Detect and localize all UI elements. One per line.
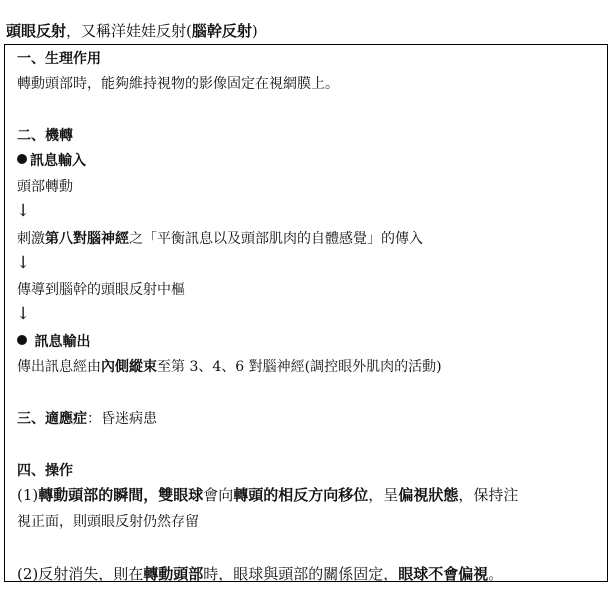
step-stimulus-bold: 第八對腦神經 bbox=[45, 231, 129, 247]
op1-text-a: 會向 bbox=[203, 486, 234, 504]
title-close: ) bbox=[251, 22, 258, 40]
op2-text-a: (2)反射消失，則在 bbox=[17, 565, 144, 583]
op1-bold-a: 轉動頭部的瞬間，雙眼球 bbox=[38, 486, 204, 504]
down-arrow-icon: ↓ bbox=[16, 201, 31, 221]
section-3-heading-rest: ：昏迷病患 bbox=[87, 411, 157, 427]
step-output-c: 至第 3、4、6 對腦神經(調控眼外肌肉的活動) bbox=[157, 359, 442, 375]
op1-num: (1) bbox=[17, 486, 39, 504]
op2-text-c: 。 bbox=[488, 565, 504, 583]
title-bold-1: 頭眼反射 bbox=[6, 22, 67, 40]
section-2-heading bbox=[17, 126, 73, 146]
section-1-body: 轉動頭部時，能夠維持視物的影像固定在視網膜上。 bbox=[17, 76, 339, 92]
title-bold-2: 腦幹反射 bbox=[191, 22, 252, 40]
operation-step-1 bbox=[17, 485, 518, 505]
section-2-heading-text: 二、機轉 bbox=[17, 128, 73, 144]
op2-text-b: 時，眼球與頭部的關係固定， bbox=[203, 565, 399, 583]
output-label-row bbox=[17, 332, 90, 352]
section-1-heading-text: 一、生理作用 bbox=[17, 51, 101, 67]
title-normal: ，又稱洋娃娃反射( bbox=[66, 22, 192, 40]
section-4-heading bbox=[17, 461, 73, 481]
op1-bold-b: 轉頭的相反方向移位 bbox=[233, 486, 369, 504]
op1-text-c: ，保持注 bbox=[458, 486, 519, 504]
step-head-turn: 頭部轉動 bbox=[17, 179, 73, 195]
bullet-icon bbox=[17, 335, 27, 345]
input-label: 訊息輸入 bbox=[30, 153, 86, 169]
down-arrow-icon: ↓ bbox=[16, 304, 31, 324]
step-output-bold: 內側縱束 bbox=[101, 359, 157, 375]
op2-bold-b: 眼球不會偏視 bbox=[398, 565, 489, 583]
step-output-a: 傳出訊息經由 bbox=[17, 359, 101, 375]
section-1-heading bbox=[17, 49, 101, 69]
step-output bbox=[17, 357, 442, 377]
op1-text-b: ，呈 bbox=[368, 486, 399, 504]
step-stimulus bbox=[17, 229, 423, 249]
operation-step-1-cont: 視正面，則頭眼反射仍然存留 bbox=[17, 514, 199, 530]
section-3-heading bbox=[17, 409, 157, 429]
step-conduction: 傳導到腦幹的頭眼反射中樞 bbox=[17, 282, 185, 298]
op1-bold-c: 偏視狀態 bbox=[398, 486, 459, 504]
operation-step-2 bbox=[17, 564, 503, 584]
output-label: 訊息輸出 bbox=[34, 334, 91, 350]
input-label-row bbox=[17, 151, 86, 171]
page-title bbox=[6, 20, 258, 42]
section-4-heading-text: 四、操作 bbox=[17, 463, 73, 479]
step-stimulus-c: 之「平衡訊息以及頭部肌肉的自體感覺」的傳入 bbox=[129, 231, 423, 247]
content-box bbox=[4, 44, 608, 582]
down-arrow-icon: ↓ bbox=[16, 253, 31, 273]
op2-bold-a: 轉動頭部 bbox=[143, 565, 204, 583]
section-3-heading-bold: 三、適應症 bbox=[17, 411, 87, 427]
step-stimulus-a: 刺激 bbox=[17, 231, 45, 247]
bullet-icon bbox=[17, 154, 27, 164]
